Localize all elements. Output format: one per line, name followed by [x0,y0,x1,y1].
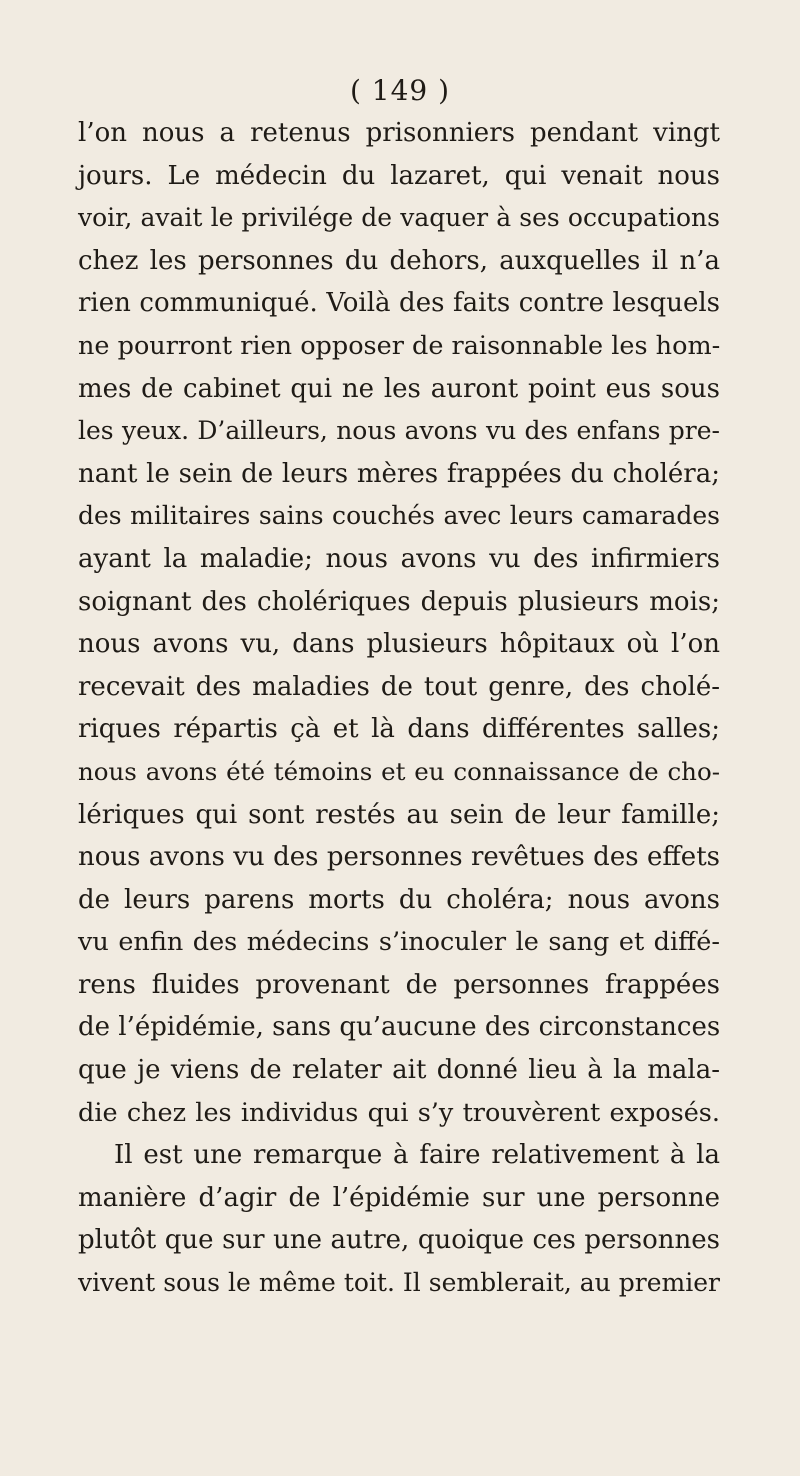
text-line: rien communiqué. Voilà des faits contre lesquels [78,288,720,319]
text-line: l’on nous a retenus prisonniers pendant vingt [78,118,720,148]
paragraph-start-line: Il est une remarque à faire relativement à la [114,1140,720,1171]
text-line: manière d’agir de l’épidémie sur une personne [78,1182,720,1213]
text-line: les yeux. D’ailleurs, nous avons vu des enfans pre- [78,416,720,446]
text-line: riques répartis çà et là dans différentes salles; [78,714,720,745]
text-line: die chez les individus qui s’y trouvèrent exposés. [78,1097,720,1128]
text-line: soignant des cholériques depuis plusieurs mois; [78,586,720,617]
text-line: de l’épidémie, sans qu’aucune des circonstances [78,1012,721,1043]
text-line: vu enfin des médecins s’inoculer le sang et diffé- [78,927,720,958]
text-line: jours. Le médecin du lazaret, qui venait nous [78,160,720,191]
text-line: nant le sein de leurs mères frappées du choléra; [78,458,720,489]
text-line: ayant la maladie; nous avons vu des infirmiers [78,543,720,574]
text-line: voir, avait le privilége de vaquer à ses occupations [78,203,720,233]
text-line: vivent sous le même toit. Il semblerait, au premier [78,1268,720,1298]
text-line: mes de cabinet qui ne les auront point eus sous [78,373,720,404]
text-line: que je viens de relater ait donné lieu à la mala- [78,1055,720,1086]
text-line: ne pourront rien opposer de raisonnable les hom- [78,330,721,361]
text-line: nous avons été témoins et eu connaissance de cho- [78,756,720,786]
text-line: nous avons vu des personnes revêtues des effets [78,842,720,873]
page-number: ( 149 ) [349,74,451,107]
text-line: de leurs parens morts du choléra; nous avons [78,884,720,915]
body-text [78,112,720,1305]
text-line: recevait des maladies de tout genre, des cholé- [78,671,720,702]
text-line: plutôt que sur une autre, quoique ces personnes [78,1225,720,1256]
text-line: chez les personnes du dehors, auxquelles il n’a [78,245,720,276]
text-line: des militaires sains couchés avec leurs camarades [78,501,720,531]
text-line: nous avons vu, dans plusieurs hôpitaux où l’on [78,629,720,660]
text-line: lériques qui sont restés au sein de leur famille; [78,799,720,830]
text-line: rens fluides provenant de personnes frappées [78,969,720,1000]
